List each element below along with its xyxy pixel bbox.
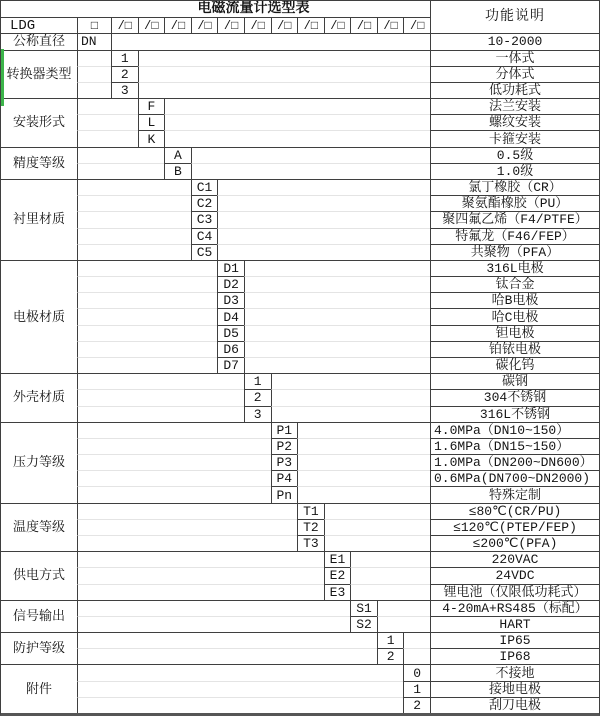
model-code-slash-box: /□ bbox=[244, 17, 271, 33]
empty-right-cell bbox=[217, 195, 430, 211]
empty-left-cell bbox=[77, 276, 217, 292]
model-code-slash-box: /□ bbox=[217, 17, 244, 33]
empty-right-cell bbox=[138, 50, 430, 66]
option-description: ≤80℃(CR/PU) bbox=[430, 503, 599, 519]
empty-right-cell bbox=[297, 438, 430, 454]
empty-right-cell bbox=[297, 486, 430, 502]
option-code: D1 bbox=[217, 260, 244, 276]
model-code-box: □ bbox=[77, 17, 111, 33]
empty-right-cell bbox=[217, 244, 430, 260]
empty-left-cell bbox=[77, 616, 350, 632]
empty-right-cell bbox=[191, 147, 430, 163]
empty-left-cell bbox=[77, 147, 164, 163]
option-code: E1 bbox=[324, 551, 351, 567]
empty-left-cell bbox=[77, 438, 271, 454]
empty-right-cell bbox=[217, 228, 430, 244]
option-description: 法兰安装 bbox=[430, 98, 599, 114]
empty-left-cell bbox=[77, 551, 324, 567]
empty-right-cell bbox=[164, 98, 430, 114]
option-description: 4.0MPa（DN10~150） bbox=[430, 422, 599, 438]
empty-left-cell bbox=[77, 244, 191, 260]
empty-left-cell bbox=[77, 406, 244, 422]
empty-left-cell bbox=[77, 486, 271, 502]
option-description: 0.5级 bbox=[430, 147, 599, 163]
empty-right-cell bbox=[324, 503, 430, 519]
option-code: B bbox=[164, 163, 191, 179]
option-description: 1.0级 bbox=[430, 163, 599, 179]
option-description: ≤120℃(PTEP/FEP) bbox=[430, 519, 599, 535]
empty-right-cell bbox=[138, 82, 430, 98]
option-description: 螺纹安装 bbox=[430, 114, 599, 130]
model-code-slash-box: /□ bbox=[403, 17, 430, 33]
empty-right-cell bbox=[244, 325, 430, 341]
option-description: 分体式 bbox=[430, 66, 599, 82]
empty-left-cell bbox=[77, 503, 297, 519]
empty-left-cell bbox=[77, 260, 217, 276]
model-code-slash-box: /□ bbox=[111, 17, 138, 33]
model-code-slash-box: /□ bbox=[191, 17, 218, 33]
option-description: 一体式 bbox=[430, 50, 599, 66]
option-description: 1.6MPa（DN15~150） bbox=[430, 438, 599, 454]
option-description: 碳化钨 bbox=[430, 357, 599, 373]
empty-right-cell bbox=[377, 600, 430, 616]
category-label: 电极材质 bbox=[1, 260, 77, 373]
option-code: T1 bbox=[297, 503, 324, 519]
option-code: T2 bbox=[297, 519, 324, 535]
empty-left-cell bbox=[77, 422, 271, 438]
empty-right-cell bbox=[164, 114, 430, 130]
option-code: 1 bbox=[111, 50, 138, 66]
option-description: 4-20mA+RS485（标配） bbox=[430, 600, 599, 616]
empty-left-cell bbox=[77, 130, 138, 146]
empty-left-cell bbox=[77, 389, 244, 405]
option-code: P4 bbox=[271, 470, 298, 486]
option-description: 接地电极 bbox=[430, 681, 599, 697]
model-code-slash-box: /□ bbox=[297, 17, 324, 33]
empty-left-cell bbox=[77, 697, 403, 713]
empty-left-cell bbox=[77, 195, 191, 211]
category-label: 转换器类型 bbox=[1, 50, 77, 99]
empty-right-cell bbox=[191, 163, 430, 179]
option-code: 2 bbox=[377, 648, 404, 664]
model-code-slash-box: /□ bbox=[350, 17, 377, 33]
empty-right-cell bbox=[217, 179, 430, 195]
option-description: 316L不锈钢 bbox=[430, 406, 599, 422]
option-code: C5 bbox=[191, 244, 218, 260]
option-code: C1 bbox=[191, 179, 218, 195]
empty-right-cell bbox=[217, 211, 430, 227]
empty-right-cell bbox=[297, 422, 430, 438]
option-code: P2 bbox=[271, 438, 298, 454]
empty-right-cell bbox=[377, 616, 430, 632]
empty-right-cell bbox=[271, 406, 431, 422]
option-description: 特氟龙（F46/FEP） bbox=[430, 228, 599, 244]
model-code-slash-box: /□ bbox=[164, 17, 191, 33]
empty-left-cell bbox=[77, 98, 138, 114]
empty-right-cell bbox=[244, 341, 430, 357]
empty-left-cell bbox=[77, 357, 217, 373]
option-description: 共聚物（PFA） bbox=[430, 244, 599, 260]
category-label: 安装形式 bbox=[1, 98, 77, 147]
empty-right-cell bbox=[271, 373, 431, 389]
empty-right-cell bbox=[244, 276, 430, 292]
empty-left-cell bbox=[77, 82, 111, 98]
option-description: 10-2000 bbox=[430, 33, 599, 49]
option-description: 0.6MPa(DN700~DN2000) bbox=[430, 470, 599, 486]
option-description: 碳钢 bbox=[430, 373, 599, 389]
option-code: 3 bbox=[244, 406, 271, 422]
option-description: ≤200℃(PFA) bbox=[430, 535, 599, 551]
option-code: D3 bbox=[217, 292, 244, 308]
option-code: 1 bbox=[403, 681, 430, 697]
model-code-slash-box: /□ bbox=[138, 17, 165, 33]
option-code: 1 bbox=[244, 373, 271, 389]
empty-right-cell bbox=[164, 130, 430, 146]
option-code: K bbox=[138, 130, 165, 146]
option-code: F bbox=[138, 98, 165, 114]
option-description: 氯丁橡胶（CR） bbox=[430, 179, 599, 195]
option-code: S2 bbox=[350, 616, 377, 632]
empty-left-cell bbox=[77, 648, 377, 664]
option-description: HART bbox=[430, 616, 599, 632]
option-code: P1 bbox=[271, 422, 298, 438]
empty-left-cell bbox=[77, 664, 403, 680]
empty-left-cell bbox=[77, 228, 191, 244]
empty-left-cell bbox=[77, 114, 138, 130]
option-description: 聚四氟乙烯（F4/PTFE） bbox=[430, 211, 599, 227]
option-description: 低功耗式 bbox=[430, 82, 599, 98]
empty-left-cell bbox=[77, 163, 164, 179]
option-code: DN bbox=[77, 33, 111, 49]
option-description: 不接地 bbox=[430, 664, 599, 680]
model-code-slash-box: /□ bbox=[324, 17, 351, 33]
category-label: 公称直径 bbox=[1, 33, 77, 49]
option-code: P3 bbox=[271, 454, 298, 470]
empty-right-cell bbox=[403, 648, 430, 664]
option-code: L bbox=[138, 114, 165, 130]
category-label: 衬里材质 bbox=[1, 179, 77, 260]
option-code: D7 bbox=[217, 357, 244, 373]
option-description: 钽电极 bbox=[430, 325, 599, 341]
option-description: 316L电极 bbox=[430, 260, 599, 276]
empty-right-cell bbox=[324, 519, 430, 535]
option-code: D5 bbox=[217, 325, 244, 341]
empty-right-cell bbox=[350, 584, 430, 600]
empty-right-cell bbox=[403, 632, 430, 648]
option-code: 3 bbox=[111, 82, 138, 98]
empty-right-cell bbox=[271, 389, 431, 405]
empty-left-cell bbox=[77, 179, 191, 195]
option-code: Pn bbox=[271, 486, 298, 502]
empty-right-cell bbox=[324, 535, 430, 551]
option-description: 特殊定制 bbox=[430, 486, 599, 502]
option-code: D4 bbox=[217, 308, 244, 324]
option-description: 铂铱电极 bbox=[430, 341, 599, 357]
option-code: T3 bbox=[297, 535, 324, 551]
empty-left-cell bbox=[77, 519, 297, 535]
empty-right-cell bbox=[297, 470, 430, 486]
empty-right-cell bbox=[244, 357, 430, 373]
empty-left-cell bbox=[77, 211, 191, 227]
option-description: 卡箍安装 bbox=[430, 130, 599, 146]
category-label: 防护等级 bbox=[1, 632, 77, 664]
category-label: 精度等级 bbox=[1, 147, 77, 179]
option-code: 0 bbox=[403, 664, 430, 680]
empty-left-cell bbox=[77, 681, 403, 697]
empty-left-cell bbox=[77, 308, 217, 324]
option-code: 2 bbox=[111, 66, 138, 82]
model-prefix: LDG bbox=[1, 17, 77, 33]
empty-right-cell bbox=[111, 33, 430, 49]
category-label: 压力等级 bbox=[1, 422, 77, 503]
option-code: S1 bbox=[350, 600, 377, 616]
option-code: D6 bbox=[217, 341, 244, 357]
option-code: E2 bbox=[324, 567, 351, 583]
empty-right-cell bbox=[350, 551, 430, 567]
option-code: D2 bbox=[217, 276, 244, 292]
option-description: IP65 bbox=[430, 632, 599, 648]
option-description: 聚氨酯橡胶（PU） bbox=[430, 195, 599, 211]
option-description: 24VDC bbox=[430, 567, 599, 583]
empty-left-cell bbox=[77, 584, 324, 600]
empty-left-cell bbox=[77, 600, 350, 616]
empty-left-cell bbox=[77, 470, 271, 486]
category-label: 外壳材质 bbox=[1, 373, 77, 422]
category-label: 温度等级 bbox=[1, 503, 77, 552]
option-description: 220VAC bbox=[430, 551, 599, 567]
option-code: C4 bbox=[191, 228, 218, 244]
empty-right-cell bbox=[244, 292, 430, 308]
option-code: E3 bbox=[324, 584, 351, 600]
option-description: 锂电池（仅限低功耗式） bbox=[430, 584, 599, 600]
empty-left-cell bbox=[77, 50, 111, 66]
option-code: C3 bbox=[191, 211, 218, 227]
option-description: 刮刀电极 bbox=[430, 697, 599, 713]
empty-left-cell bbox=[77, 341, 217, 357]
option-description: 1.0MPa（DN200~DN600） bbox=[430, 454, 599, 470]
function-description-header: 功能说明 bbox=[430, 1, 599, 33]
table-title: 电磁流量计选型表 bbox=[197, 1, 310, 18]
category-label: 信号输出 bbox=[1, 600, 77, 632]
option-code: 2 bbox=[403, 697, 430, 713]
category-label: 供电方式 bbox=[1, 551, 77, 600]
empty-left-cell bbox=[77, 292, 217, 308]
option-code: 2 bbox=[244, 389, 271, 405]
empty-right-cell bbox=[244, 308, 430, 324]
category-label: 附件 bbox=[1, 664, 77, 713]
empty-right-cell bbox=[297, 454, 430, 470]
option-description: 304不锈钢 bbox=[430, 389, 599, 405]
option-code: A bbox=[164, 147, 191, 163]
option-description: 钛合金 bbox=[430, 276, 599, 292]
empty-right-cell bbox=[138, 66, 430, 82]
empty-left-cell bbox=[77, 632, 377, 648]
option-code: C2 bbox=[191, 195, 218, 211]
empty-left-cell bbox=[77, 66, 111, 82]
empty-right-cell bbox=[350, 567, 430, 583]
empty-left-cell bbox=[77, 567, 324, 583]
model-code-slash-box: /□ bbox=[377, 17, 404, 33]
empty-left-cell bbox=[77, 373, 244, 389]
empty-left-cell bbox=[77, 325, 217, 341]
model-code-slash-box: /□ bbox=[271, 17, 298, 33]
option-code: 1 bbox=[377, 632, 404, 648]
empty-left-cell bbox=[77, 535, 297, 551]
option-description: 哈B电极 bbox=[430, 292, 599, 308]
option-description: IP68 bbox=[430, 648, 599, 664]
empty-left-cell bbox=[77, 454, 271, 470]
empty-right-cell bbox=[244, 260, 430, 276]
option-description: 哈C电极 bbox=[430, 308, 599, 324]
